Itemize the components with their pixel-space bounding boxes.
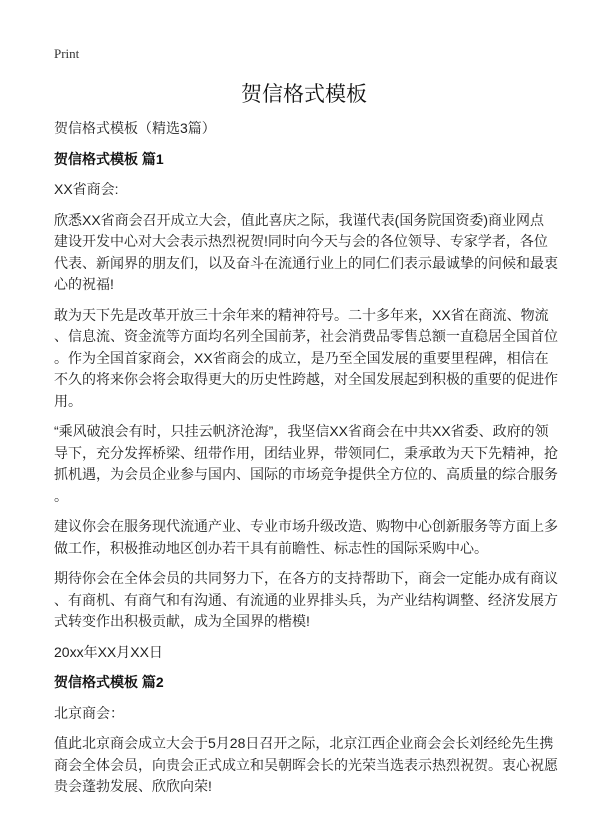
paragraph-line: 贵会蓬勃发展、欣欣向荣! xyxy=(54,778,212,794)
paragraph-line: 。作为全国首家商会，XX省商会的成立，是乃至全国发展的重要里程碑，相信在 xyxy=(54,349,549,366)
paragraph-line: “乘风破浪会有时，只挂云帆济沧海”，我坚信XX省商会在中共XX省委、政府的领 xyxy=(54,423,549,439)
paragraph-line: 欣悉XX省商会召开成立大会，值此喜庆之际，我谨代表(国务院国资委)商业网点 xyxy=(54,211,544,228)
section-1-heading: 贺信格式模板 篇1 xyxy=(54,150,164,167)
paragraph xyxy=(54,568,558,633)
paragraph xyxy=(54,516,558,559)
paragraph xyxy=(54,210,558,296)
paragraph xyxy=(54,733,558,798)
document-subtitle: 贺信格式模板（精选3篇） xyxy=(54,120,216,136)
section-2-paragraphs xyxy=(54,733,558,798)
document-body xyxy=(54,118,558,807)
section-1-paragraphs xyxy=(54,210,558,633)
paragraph-line: 导下，充分发挥桥梁、纽带作用，团结业界，带领同仁，秉承敢为天下先精神，抢 xyxy=(54,444,558,461)
paragraph-line: 。 xyxy=(54,487,68,504)
paragraph xyxy=(54,421,558,507)
paragraph xyxy=(54,305,558,413)
paragraph-line: 心的祝福! xyxy=(54,276,114,292)
paragraph-line: 不久的将来你会将会取得更大的历史性跨越，对全国发展起到积极的重要的促进作 xyxy=(54,371,558,387)
paragraph-line: 商会全体会员，向贵会正式成立和吴朝晖会长的光荣当选表示热烈祝贺。衷心祝愿 xyxy=(54,756,558,773)
paragraph-line: 用。 xyxy=(54,392,82,409)
paragraph-line: 做工作，积极推动地区创办若干具有前瞻性、标志性的国际采购中心。 xyxy=(54,539,488,556)
paragraph-line: 值此北京商会成立大会于5月28日召开之际，北京江西企业商会会长刘经纶先生携 xyxy=(54,735,554,751)
paragraph-line: 敢为天下先是改革开放三十余年来的精神符号。二十多年来，XX省在商流、物流 xyxy=(54,306,549,323)
section-1-salutation: XX省商会: xyxy=(54,181,119,197)
paragraph-line: 抓机遇，为会员企业参与国内、国际的市场竞争提供全方位的、高质量的综合服务 xyxy=(54,466,558,482)
section-2-salutation: 北京商会： xyxy=(54,704,124,721)
paragraph-line: 、信息流、资金流等方面均名列全国前茅，社会消费品零售总额一直稳居全国首位 xyxy=(54,328,558,344)
paragraph-line: 期待你会在全体会员的共同努力下，在各方的支持帮助下，商会一定能办成有商议 xyxy=(54,570,558,586)
paragraph-line: 代表、新闻界的朋友们，以及奋斗在流通行业上的同仁们表示最诚挚的问候和最衷 xyxy=(54,254,558,271)
paragraph-line: 、有商机、有商气和有沟通、有流通的业界排头兵，为产业结构调整、经济发展方 xyxy=(54,591,558,608)
print-link[interactable]: Print xyxy=(54,46,80,61)
paragraph-line: 式转变作出积极贡献，成为全国界的楷模! xyxy=(54,613,310,629)
section-1-date: 20xx年XX月XX日 xyxy=(54,643,163,660)
section-2-heading: 贺信格式模板 篇2 xyxy=(54,674,164,690)
paragraph-line: 建议你会在服务现代流通产业、专业市场升级改造、购物中心创新服务等方面上多 xyxy=(54,518,558,534)
document-title: 贺信格式模板 xyxy=(241,83,367,106)
paragraph-line: 建设开发中心对大会表示热烈祝贺!同时向今天与会的各位领导、专家学者，各位 xyxy=(54,233,548,249)
